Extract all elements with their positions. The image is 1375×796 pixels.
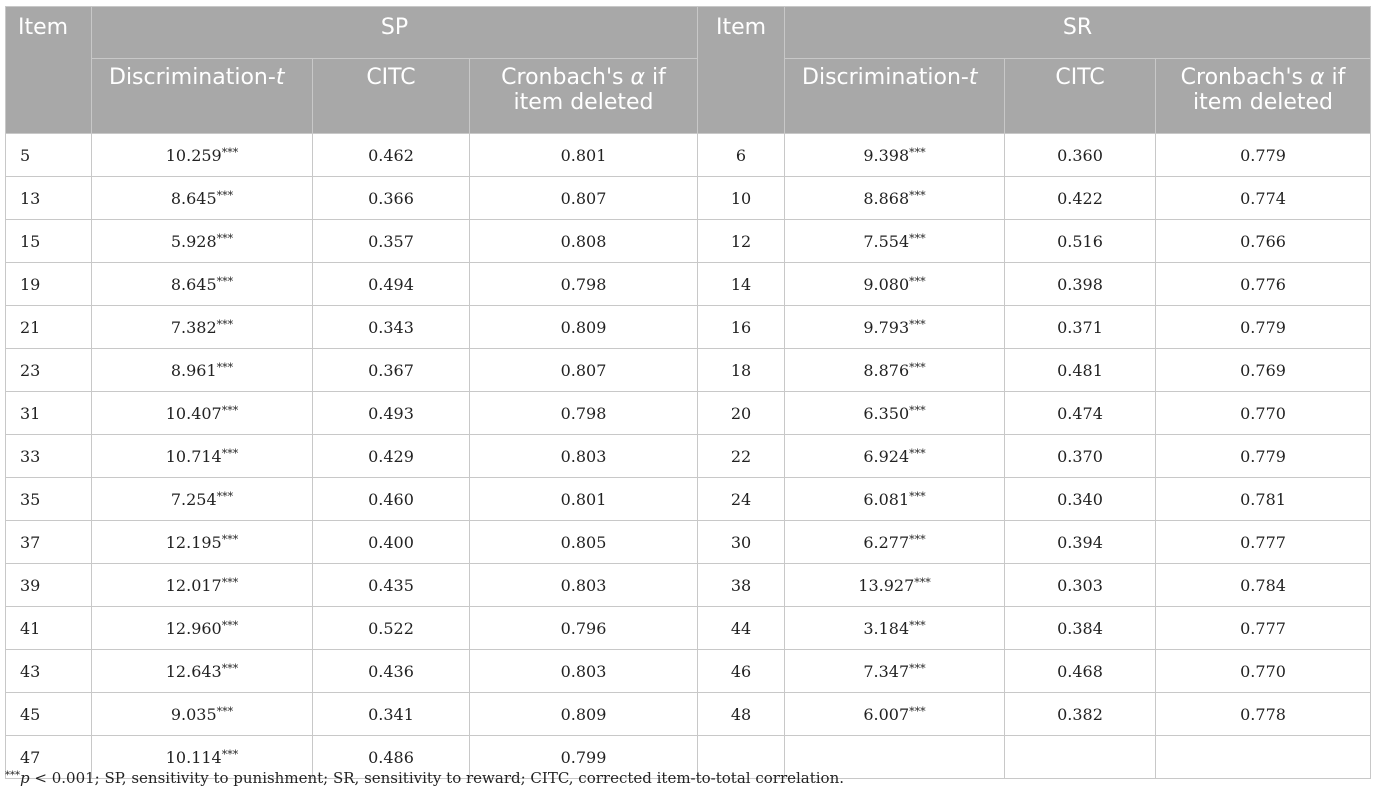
significance-marker: *** <box>216 360 234 374</box>
discrimination-value: 8.876 <box>863 360 910 380</box>
table-row <box>6 478 1371 521</box>
cell-sp-item: 33 <box>6 435 92 478</box>
cell-sp-discrimination <box>92 177 313 220</box>
discrimination-value: 12.643 <box>165 661 222 681</box>
significance-marker: *** <box>909 231 926 245</box>
cell-sr-discrimination <box>785 650 1005 693</box>
table-row <box>6 607 1371 650</box>
cell-sr-discrimination <box>785 220 1005 263</box>
discrimination-value: 9.398 <box>863 145 910 165</box>
table-row <box>6 134 1371 177</box>
discrimination-value: 5.928 <box>170 231 217 251</box>
cell-sp-alpha: 0.807 <box>470 349 698 392</box>
significance-marker: *** <box>914 575 931 589</box>
cell-sr-alpha: 0.778 <box>1156 693 1371 736</box>
cell-sp-alpha: 0.803 <box>470 650 698 693</box>
cell-sp-item: 35 <box>6 478 92 521</box>
cell-sp-discrimination <box>92 220 313 263</box>
table-row <box>6 521 1371 564</box>
significance-marker: *** <box>216 704 234 718</box>
cell-sp-citc: 0.367 <box>313 349 470 392</box>
table-row <box>6 564 1371 607</box>
cell-sp-discrimination <box>92 564 313 607</box>
cell-sr-item: 44 <box>698 607 785 650</box>
cell-sp-citc: 0.436 <box>313 650 470 693</box>
table-container <box>5 6 1370 779</box>
cell-sp-discrimination <box>92 306 313 349</box>
cell-sp-item: 5 <box>6 134 92 177</box>
table-row <box>6 306 1371 349</box>
cell-sp-citc: 0.429 <box>313 435 470 478</box>
cell-sr-citc: 0.474 <box>1005 392 1156 435</box>
cell-sp-alpha: 0.805 <box>470 521 698 564</box>
table-row <box>6 650 1371 693</box>
discrimination-value: 7.382 <box>170 317 217 337</box>
significance-marker: *** <box>909 317 926 331</box>
cell-sr-citc: 0.481 <box>1005 349 1156 392</box>
significance-marker: *** <box>216 274 234 288</box>
cell-sr-discrimination <box>785 134 1005 177</box>
cell-sr-alpha: 0.781 <box>1156 478 1371 521</box>
cell-sp-discrimination <box>92 478 313 521</box>
cell-sp-item: 41 <box>6 607 92 650</box>
cell-sp-citc: 0.486 <box>313 736 470 779</box>
cell-sp-item: 47 <box>6 736 92 779</box>
discrimination-value: 8.645 <box>170 188 217 208</box>
header-group-sr: SR <box>785 7 1371 59</box>
cell-sp-discrimination <box>92 392 313 435</box>
header-group-sp: SP <box>92 7 698 59</box>
discrimination-value: 6.081 <box>863 489 910 509</box>
significance-marker: *** <box>909 661 926 675</box>
cell-sp-citc: 0.343 <box>313 306 470 349</box>
discrimination-value: 10.259 <box>165 145 222 165</box>
discrimination-value: 12.017 <box>165 575 222 595</box>
significance-marker: *** <box>909 446 926 460</box>
cell-sr-discrimination <box>785 478 1005 521</box>
table-row <box>6 177 1371 220</box>
cell-sp-alpha: 0.803 <box>470 564 698 607</box>
cell-sp-discrimination <box>92 435 313 478</box>
table-row <box>6 220 1371 263</box>
significance-marker: *** <box>221 575 239 589</box>
cell-sr-alpha: 0.777 <box>1156 607 1371 650</box>
cell-sp-alpha: 0.803 <box>470 435 698 478</box>
significance-marker: *** <box>909 274 926 288</box>
cell-sp-discrimination <box>92 134 313 177</box>
cell-sr-alpha: 0.779 <box>1156 435 1371 478</box>
header-item-sp: Item <box>6 7 92 134</box>
discrimination-value: 10.407 <box>165 403 222 423</box>
significance-marker: *** <box>221 661 239 675</box>
item-analysis-table <box>5 6 1371 779</box>
cell-sp-citc: 0.435 <box>313 564 470 607</box>
significance-marker: *** <box>909 618 926 632</box>
discrimination-value: 9.035 <box>170 704 217 724</box>
table-header <box>6 7 1371 134</box>
cell-sr-alpha: 0.770 <box>1156 392 1371 435</box>
cell-sr-alpha: 0.779 <box>1156 134 1371 177</box>
significance-marker: *** <box>221 446 239 460</box>
cell-sp-alpha: 0.801 <box>470 478 698 521</box>
significance-marker: *** <box>909 403 926 417</box>
cell-sr-citc: 0.398 <box>1005 263 1156 306</box>
cell-sp-discrimination <box>92 650 313 693</box>
significance-marker: *** <box>909 360 926 374</box>
cell-sr-citc: 0.394 <box>1005 521 1156 564</box>
header-item-sr: Item <box>698 7 785 134</box>
discrimination-value: 7.347 <box>863 661 910 681</box>
cell-sr-item: 10 <box>698 177 785 220</box>
significance-marker: *** <box>909 145 926 159</box>
cell-sp-item: 13 <box>6 177 92 220</box>
header-discrimination-sp: Discrimination-t <box>92 59 313 134</box>
cell-sr-item: 48 <box>698 693 785 736</box>
cell-sp-discrimination <box>92 607 313 650</box>
significance-marker: *** <box>909 188 926 202</box>
header-alpha-sr: Cronbach's α if item deleted <box>1156 59 1371 134</box>
discrimination-value: 6.924 <box>863 446 910 466</box>
cell-sr-alpha: 0.784 <box>1156 564 1371 607</box>
table-footnote: ***p < 0.001; SP, sensitivity to punishment; SR, sensitivity to reward; CITC, corrected item-to-total correlation. <box>5 769 845 787</box>
cell-sp-item: 31 <box>6 392 92 435</box>
significance-marker: *** <box>216 231 234 245</box>
cell-sr-discrimination <box>785 521 1005 564</box>
significance-marker: *** <box>221 618 239 632</box>
cell-sr-citc: 0.516 <box>1005 220 1156 263</box>
discrimination-value: 7.254 <box>170 489 217 509</box>
cell-sp-alpha: 0.798 <box>470 392 698 435</box>
cell-sr-discrimination <box>785 177 1005 220</box>
cell-sr-item: 38 <box>698 564 785 607</box>
cell-sp-item: 39 <box>6 564 92 607</box>
cell-sp-citc: 0.341 <box>313 693 470 736</box>
cell-sr-alpha: 0.776 <box>1156 263 1371 306</box>
cell-sr-discrimination <box>785 435 1005 478</box>
cell-sp-alpha: 0.796 <box>470 607 698 650</box>
cell-sr-citc: 0.422 <box>1005 177 1156 220</box>
header-alpha-sp: Cronbach's α if item deleted <box>470 59 698 134</box>
cell-sr-alpha: 0.766 <box>1156 220 1371 263</box>
discrimination-value: 10.114 <box>165 747 222 767</box>
cell-sr-alpha: 0.769 <box>1156 349 1371 392</box>
cell-sr-item: 30 <box>698 521 785 564</box>
cell-sp-item: 15 <box>6 220 92 263</box>
cell-sp-item: 19 <box>6 263 92 306</box>
table-row <box>6 349 1371 392</box>
cell-sp-citc: 0.494 <box>313 263 470 306</box>
cell-sr-citc <box>1005 736 1156 779</box>
significance-marker: *** <box>221 403 239 417</box>
discrimination-value: 10.714 <box>165 446 222 466</box>
discrimination-value: 8.961 <box>170 360 217 380</box>
cell-sr-item: 18 <box>698 349 785 392</box>
table-body <box>6 134 1371 779</box>
cell-sr-item: 6 <box>698 134 785 177</box>
cell-sr-discrimination <box>785 263 1005 306</box>
table-row <box>6 263 1371 306</box>
cell-sp-item: 43 <box>6 650 92 693</box>
cell-sr-item: 12 <box>698 220 785 263</box>
significance-marker: *** <box>909 532 926 546</box>
cell-sr-item: 24 <box>698 478 785 521</box>
significance-marker: *** <box>216 188 234 202</box>
cell-sp-item: 23 <box>6 349 92 392</box>
significance-marker: *** <box>909 489 926 503</box>
cell-sr-alpha: 0.777 <box>1156 521 1371 564</box>
discrimination-value: 12.960 <box>165 618 222 638</box>
cell-sr-citc: 0.303 <box>1005 564 1156 607</box>
discrimination-value: 6.007 <box>863 704 910 724</box>
cell-sp-discrimination <box>92 349 313 392</box>
cell-sr-item: 22 <box>698 435 785 478</box>
cell-sp-citc: 0.400 <box>313 521 470 564</box>
discrimination-value: 9.080 <box>863 274 910 294</box>
cell-sp-citc: 0.460 <box>313 478 470 521</box>
cell-sr-citc: 0.468 <box>1005 650 1156 693</box>
cell-sp-discrimination <box>92 263 313 306</box>
cell-sp-alpha: 0.809 <box>470 306 698 349</box>
cell-sp-citc: 0.462 <box>313 134 470 177</box>
cell-sr-discrimination <box>785 306 1005 349</box>
significance-marker: *** <box>221 747 239 761</box>
header-discrimination-sr: Discrimination-t <box>785 59 1005 134</box>
cell-sp-alpha: 0.801 <box>470 134 698 177</box>
header-citc-sp: CITC <box>313 59 470 134</box>
table-row <box>6 392 1371 435</box>
discrimination-value: 6.350 <box>863 403 910 423</box>
discrimination-value: 3.184 <box>863 618 910 638</box>
cell-sp-citc: 0.493 <box>313 392 470 435</box>
significance-marker: *** <box>221 145 239 159</box>
cell-sr-citc: 0.371 <box>1005 306 1156 349</box>
cell-sp-item: 45 <box>6 693 92 736</box>
cell-sr-discrimination <box>785 349 1005 392</box>
discrimination-value: 8.645 <box>170 274 217 294</box>
cell-sp-item: 37 <box>6 521 92 564</box>
cell-sp-item: 21 <box>6 306 92 349</box>
cell-sr-discrimination <box>785 564 1005 607</box>
discrimination-value: 8.868 <box>863 188 910 208</box>
cell-sr-citc: 0.382 <box>1005 693 1156 736</box>
discrimination-value: 6.277 <box>863 532 910 552</box>
cell-sp-citc: 0.522 <box>313 607 470 650</box>
discrimination-value: 12.195 <box>165 532 222 552</box>
cell-sr-alpha: 0.779 <box>1156 306 1371 349</box>
table-row <box>6 435 1371 478</box>
cell-sr-item: 46 <box>698 650 785 693</box>
cell-sr-alpha: 0.770 <box>1156 650 1371 693</box>
significance-marker: *** <box>221 532 239 546</box>
cell-sp-discrimination <box>92 521 313 564</box>
cell-sr-citc: 0.384 <box>1005 607 1156 650</box>
significance-marker: *** <box>216 489 234 503</box>
header-citc-sr: CITC <box>1005 59 1156 134</box>
cell-sr-item: 14 <box>698 263 785 306</box>
cell-sr-discrimination <box>785 693 1005 736</box>
cell-sp-discrimination <box>92 693 313 736</box>
discrimination-value: 9.793 <box>863 317 910 337</box>
cell-sr-citc: 0.340 <box>1005 478 1156 521</box>
significance-marker: *** <box>216 317 234 331</box>
cell-sr-discrimination <box>785 607 1005 650</box>
cell-sp-citc: 0.357 <box>313 220 470 263</box>
cell-sp-alpha: 0.807 <box>470 177 698 220</box>
cell-sr-citc: 0.360 <box>1005 134 1156 177</box>
cell-sp-alpha: 0.798 <box>470 263 698 306</box>
cell-sr-alpha: 0.774 <box>1156 177 1371 220</box>
table-row <box>6 693 1371 736</box>
cell-sr-alpha <box>1156 736 1371 779</box>
cell-sr-citc: 0.370 <box>1005 435 1156 478</box>
cell-sp-alpha: 0.799 <box>470 736 698 779</box>
cell-sp-citc: 0.366 <box>313 177 470 220</box>
cell-sr-item: 20 <box>698 392 785 435</box>
cell-sr-discrimination <box>785 392 1005 435</box>
discrimination-value: 13.927 <box>858 575 915 595</box>
cell-sp-alpha: 0.808 <box>470 220 698 263</box>
cell-sr-item: 16 <box>698 306 785 349</box>
discrimination-value: 7.554 <box>863 231 910 251</box>
significance-marker: *** <box>909 704 926 718</box>
cell-sp-alpha: 0.809 <box>470 693 698 736</box>
